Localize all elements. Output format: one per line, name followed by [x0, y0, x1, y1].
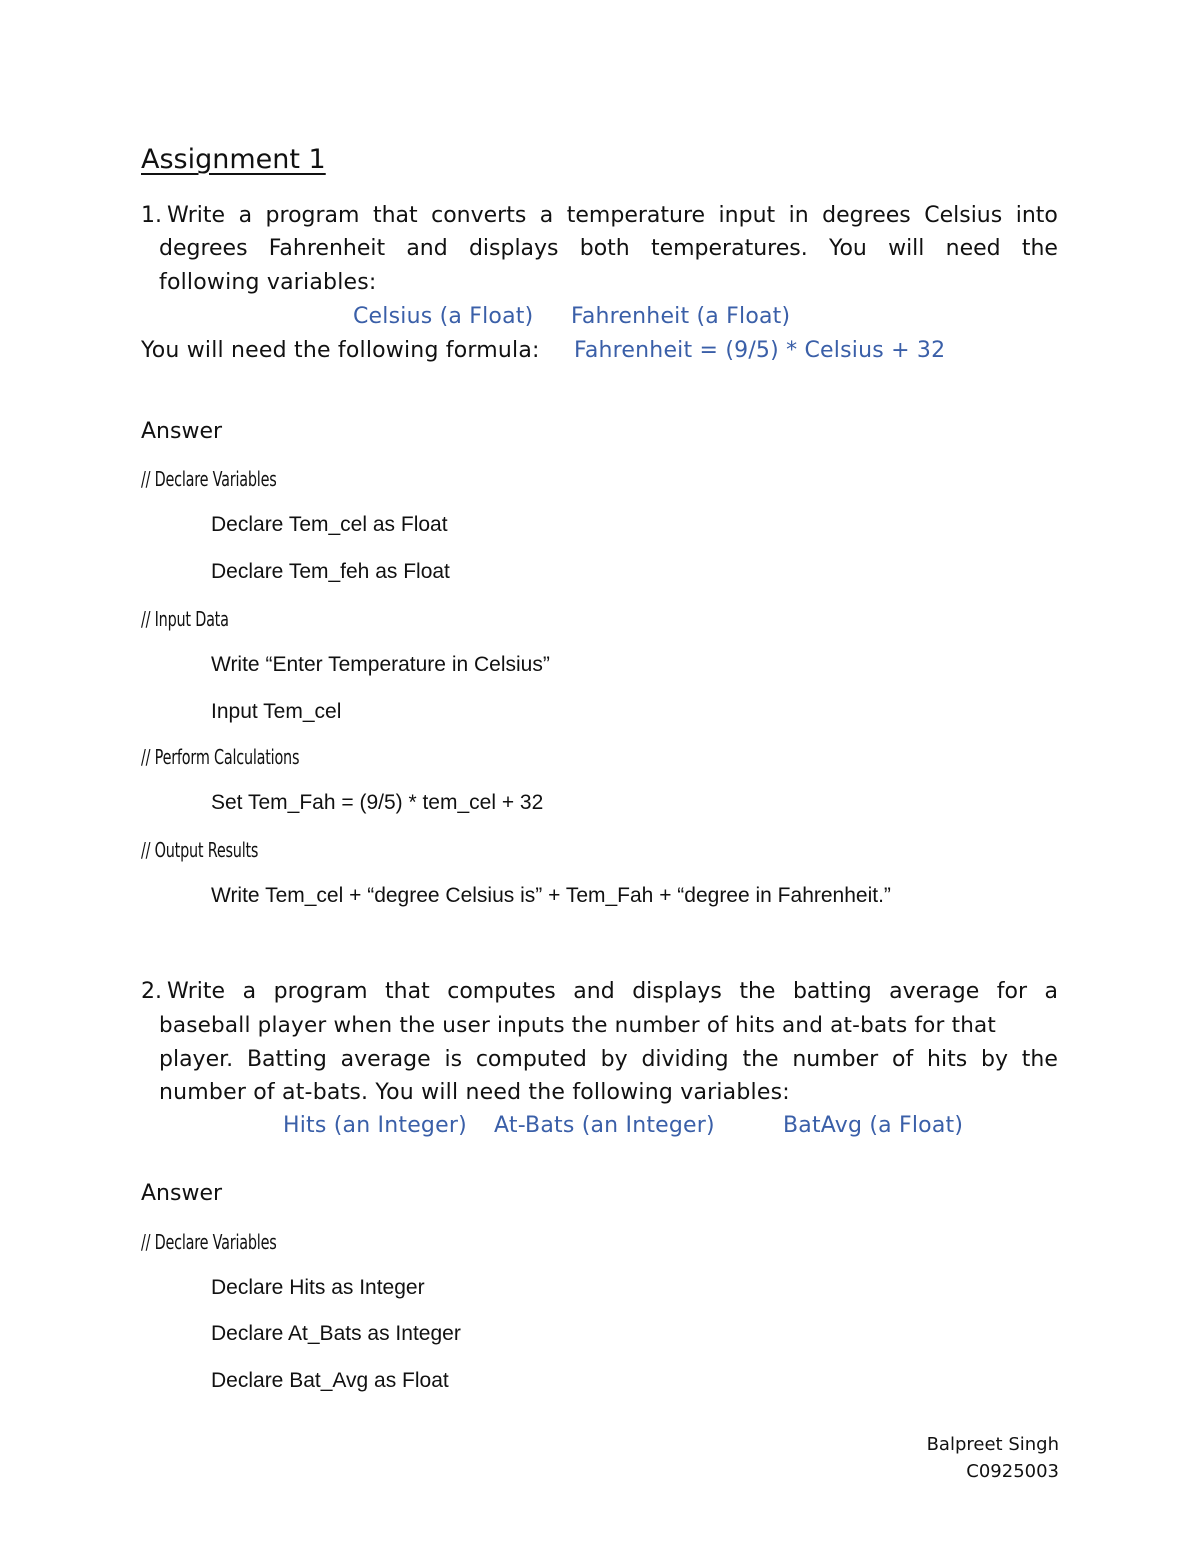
word: a	[1044, 979, 1058, 1004]
word: Fahrenheit	[268, 236, 386, 261]
word: Celsius	[924, 203, 1003, 228]
author-name: Balpreet Singh	[926, 1434, 1059, 1455]
word: by	[980, 1047, 1008, 1072]
variable-celsius: Celsius (a Float)	[353, 304, 534, 329]
question-2-line-1	[167, 979, 1058, 1004]
code-line: Declare Bat_Avg as Float	[211, 1369, 449, 1392]
word: program	[273, 979, 368, 1004]
variable-at-bats: At-Bats (an Integer)	[494, 1113, 715, 1138]
word: and	[406, 236, 448, 261]
word: the	[1021, 236, 1058, 261]
word: the	[742, 1047, 779, 1072]
word: and	[573, 979, 615, 1004]
word: player.	[159, 1047, 234, 1072]
variable-batavg: BatAvg (a Float)	[783, 1113, 964, 1138]
page-title: Assignment 1	[141, 144, 326, 175]
word: a	[238, 203, 253, 228]
code-line: Write Tem_cel + “degree Celsius is” + Tem_Fah + “degree in Fahrenheit.”	[211, 884, 891, 907]
comment-declare-variables: // Declare Variables	[141, 1230, 277, 1254]
word: Write	[167, 979, 226, 1004]
word: the	[739, 979, 776, 1004]
word: that	[372, 203, 418, 228]
variable-fahrenheit: Fahrenheit (a Float)	[571, 304, 791, 329]
word: both	[579, 236, 630, 261]
question-1-line-3: following variables:	[159, 270, 377, 295]
word: will	[888, 236, 925, 261]
word: dividing	[641, 1047, 729, 1072]
word: converts	[431, 203, 527, 228]
answer-heading: Answer	[141, 1181, 223, 1206]
question-2-number: 2.	[141, 979, 162, 1004]
word: number	[792, 1047, 879, 1072]
question-1-line-1	[167, 203, 1058, 228]
formula: Fahrenheit = (9/5) * Celsius + 32	[574, 338, 946, 363]
word: average	[340, 1047, 431, 1072]
word: for	[996, 979, 1027, 1004]
word: batting	[792, 979, 872, 1004]
student-id: C0925003	[966, 1461, 1059, 1482]
code-line: Input Tem_cel	[211, 700, 342, 723]
code-line: Declare Tem_feh as Float	[211, 560, 450, 583]
word: of	[892, 1047, 914, 1072]
word: Batting	[246, 1047, 327, 1072]
comment-declare-variables: // Declare Variables	[141, 467, 277, 491]
formula-label: You will need the following formula:	[141, 338, 540, 363]
word: Write	[167, 203, 226, 228]
word: into	[1015, 203, 1058, 228]
code-line: Declare Hits as Integer	[211, 1276, 425, 1299]
word: You	[828, 236, 867, 261]
code-line: Set Tem_Fah = (9/5) * tem_cel + 32	[211, 791, 544, 814]
word: displays	[632, 979, 722, 1004]
word: degrees	[159, 236, 248, 261]
answer-heading: Answer	[141, 419, 223, 444]
question-2-line-4: number of at-bats. You will need the following variables:	[159, 1080, 790, 1105]
word: that	[385, 979, 430, 1004]
comment-perform-calculations: // Perform Calculations	[141, 745, 300, 769]
question-2-line-3	[159, 1047, 1058, 1072]
word: a	[242, 979, 257, 1004]
word: the	[1021, 1047, 1058, 1072]
comment-input-data: // Input Data	[141, 607, 229, 631]
word: need	[945, 236, 1001, 261]
word: is	[444, 1047, 463, 1072]
code-line: Declare Tem_cel as Float	[211, 513, 448, 536]
question-2-line-2: baseball player when the user inputs the number of hits and at-bats for that	[159, 1013, 997, 1038]
code-line: Declare At_Bats as Integer	[211, 1322, 461, 1345]
word: computes	[447, 979, 556, 1004]
word: temperatures.	[650, 236, 808, 261]
word: average	[889, 979, 980, 1004]
word: degrees	[822, 203, 911, 228]
word: a	[539, 203, 554, 228]
word: displays	[468, 236, 559, 261]
word: hits	[927, 1047, 968, 1072]
word: by	[600, 1047, 628, 1072]
word: input	[718, 203, 776, 228]
question-1-number: 1.	[141, 203, 162, 228]
question-1-line-2	[159, 236, 1058, 261]
comment-output-results: // Output Results	[141, 838, 259, 862]
variable-hits: Hits (an Integer)	[283, 1113, 467, 1138]
word: in	[788, 203, 809, 228]
word: program	[265, 203, 360, 228]
code-line: Write “Enter Temperature in Celsius”	[211, 653, 550, 676]
word: temperature	[566, 203, 706, 228]
word: computed	[475, 1047, 587, 1072]
